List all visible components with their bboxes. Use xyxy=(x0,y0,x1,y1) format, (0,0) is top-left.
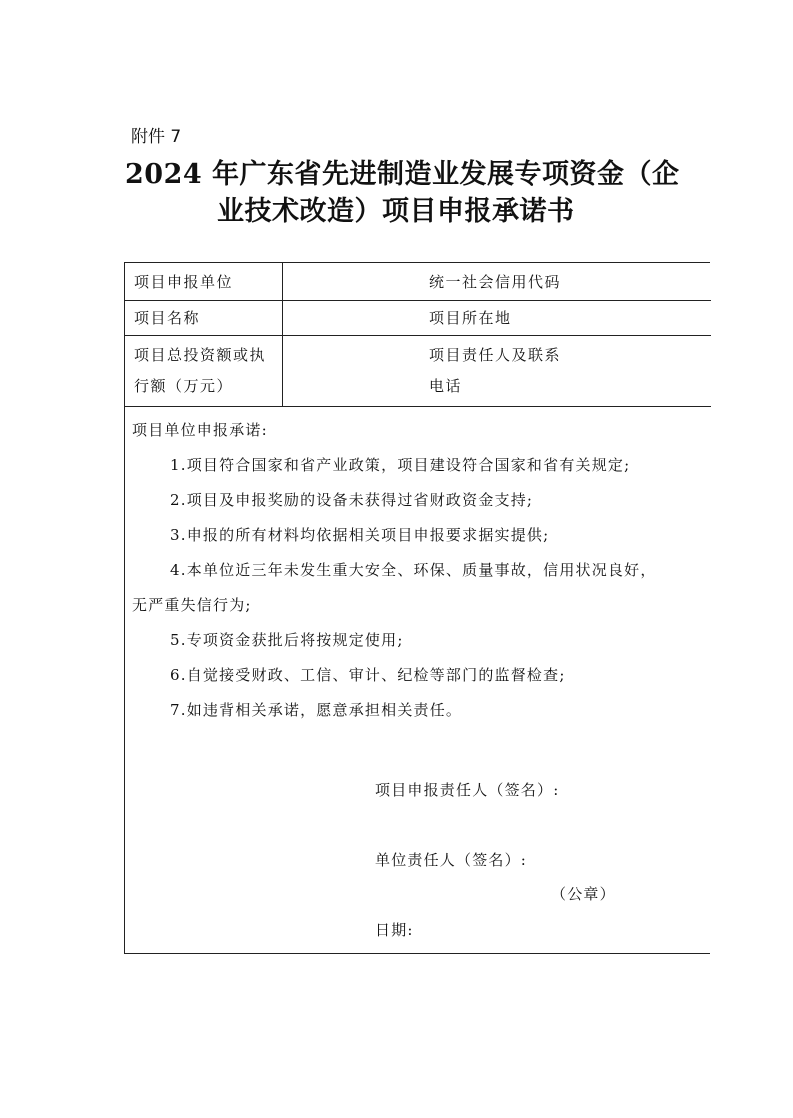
commitment-item: 6.自觉接受财政、工信、审计、纪检等部门的监督检查; xyxy=(170,666,566,684)
date-label: 日期: xyxy=(375,921,414,939)
attachment-label: 附件 7 xyxy=(131,127,182,147)
document-title xyxy=(125,156,680,230)
commitment-heading: 项目单位申报承诺: xyxy=(132,421,268,439)
label-contact xyxy=(429,336,561,406)
commitment-item: 5.专项资金获批后将按规定使用; xyxy=(170,631,404,649)
title-line-1: 2024 年广东省先进制造业发展专项资金（企 xyxy=(125,159,680,190)
commitment-item: 4.本单位近三年未发生重大安全、环保、质量事故，信用状况良好， xyxy=(170,561,657,579)
official-seal-label: （公章） xyxy=(551,885,616,903)
application-form-table xyxy=(124,262,710,954)
label-contact-line-1: 项目责任人及联系 xyxy=(429,346,562,364)
commitment-item: 3.申报的所有材料均依据相关项目申报要求据实提供; xyxy=(170,526,550,544)
label-investment-line-2: 行额（万元） xyxy=(134,377,234,395)
table-row-project xyxy=(125,301,711,336)
commitment-item-continued: 无严重失信行为; xyxy=(132,596,252,614)
commitment-item: 2.项目及申报奖励的设备未获得过省财政资金支持; xyxy=(170,491,534,509)
commitment-item: 1.项目符合国家和省产业政策，项目建设符合国家和省有关规定; xyxy=(170,456,631,474)
title-line-2: 业技术改造）项目申报承诺书 xyxy=(217,196,575,227)
label-project-location: 项目所在地 xyxy=(429,309,512,327)
label-project-name: 项目名称 xyxy=(125,301,283,335)
table-row-investment xyxy=(125,336,711,407)
label-credit-code: 统一社会信用代码 xyxy=(429,273,562,291)
signature-unit: 单位责任人（签名）: xyxy=(375,851,528,869)
label-investment-line-1: 项目总投资额或执 xyxy=(134,346,267,364)
signature-applicant: 项目申报责任人（签名）: xyxy=(375,781,560,799)
table-row-applicant xyxy=(125,263,711,301)
commitment-item: 7.如违背相关承诺，愿意承担相关责任。 xyxy=(170,701,463,719)
label-investment xyxy=(125,336,283,406)
label-contact-line-2: 电话 xyxy=(429,377,463,395)
label-applicant-unit: 项目申报单位 xyxy=(125,263,283,300)
